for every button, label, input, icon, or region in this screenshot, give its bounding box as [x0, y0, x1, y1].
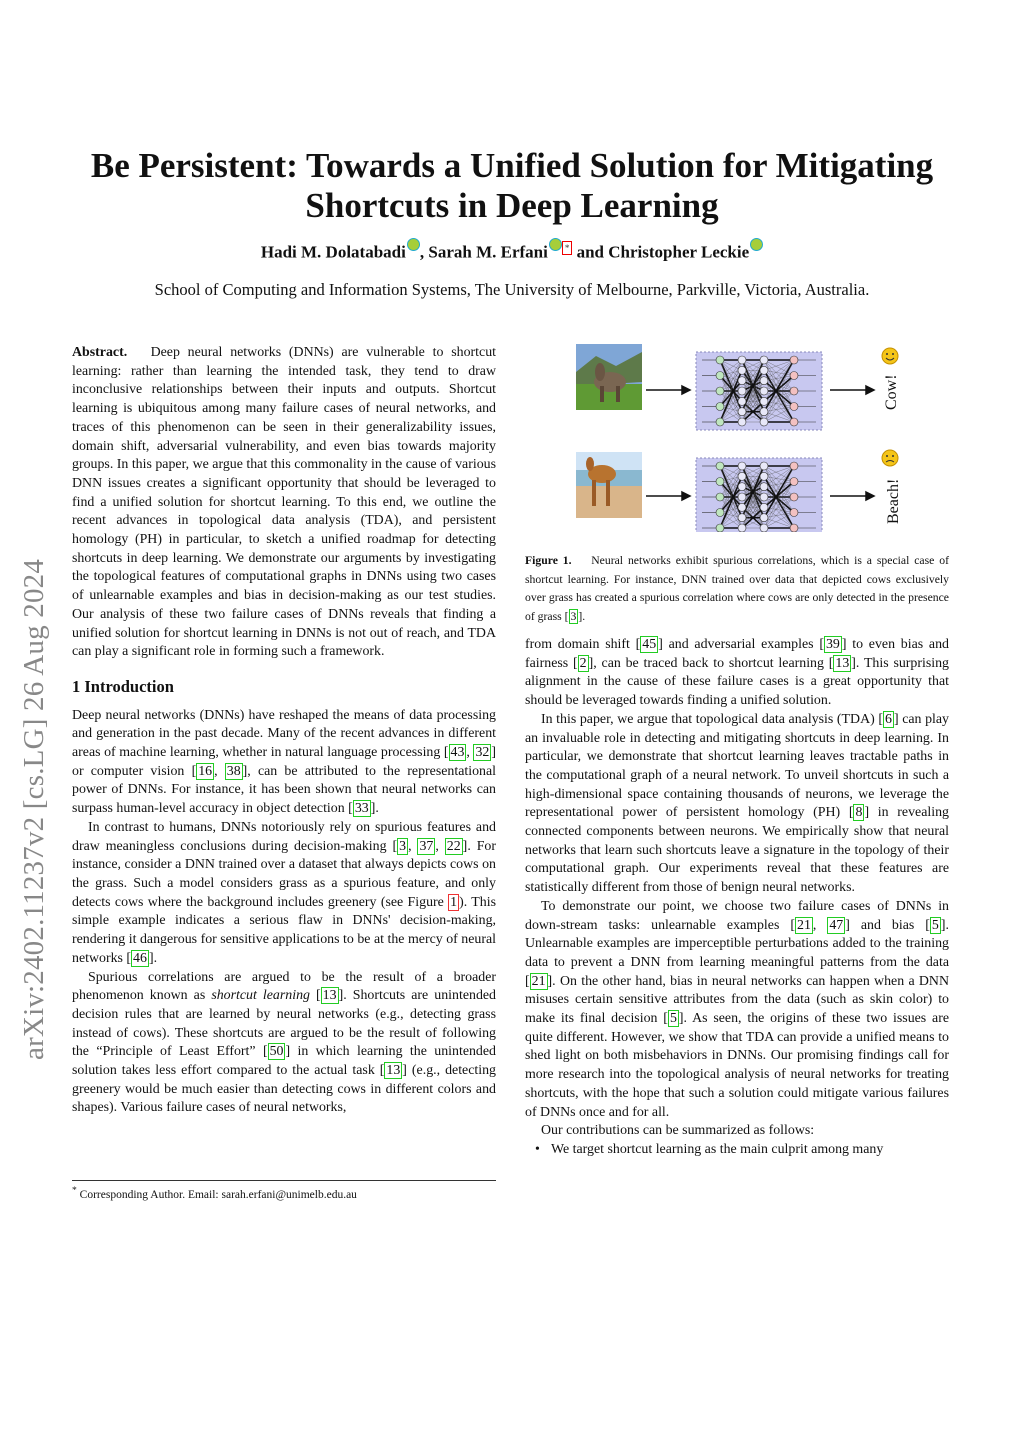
- figure-link[interactable]: 1: [450, 894, 458, 910]
- neural-network-diagram: [696, 352, 822, 430]
- contribution-list: [525, 1141, 949, 1160]
- abstract-text: Deep neural networks (DNNs) are vulnerable to shortcut learning: rather than learning the intended task, they tend to draw inconclusive relationships between their inputs and outputs. Shortcut learning is ubiquitous among many failure cases of neural networks, and traces of this phenomenon can be seen in their generalizability issues, domain shift, adversarial vulnerability, and even bias towards majority groups. In this paper, we argue that this commonality in the cause of various DNN issues creates a significant opportunity that should be leveraged to find a unified solution for shortcut learning. To this end, we outline the recent advances in topological data analysis (TDA), and persistent homology (PH) in particular, to sketch a unified roadmap for detecting shortcuts in deep learning. We demonstrate our arguments by investigating the topological features of computational graphs in DNNs using two cases of unlearnable examples and bias in decision-making as our test studies. Our analysis of these two failure cases of DNNs reveals that finding a unified solution for shortcut learning in DNNs is not out of reach, and TDA can play a significant role in forming such a framework.: [72, 345, 496, 660]
- body-paragraph: Our contributions can be summarized as follows:: [541, 1123, 815, 1139]
- footnote-mark: *: [72, 1185, 77, 1196]
- sad-face-icon: [882, 450, 898, 466]
- right-column: [525, 636, 949, 1160]
- orcid-icon[interactable]: [750, 238, 763, 251]
- body-paragraph: To demonstrate our point, we choose two failure cases of DNNs in down-stream tasks: unlearnable examples [ 21 , 47 ] and bias [ 5 ]. Unlearnable examples are imperceptible perturbations added to the training data to prevent a DNN from learning meaningful patterns from the data [ 21 ]. On the other hand, bias in neural networks can happen when a DNN misuses certain sensitive attributes from the data (such as skin color) to make its final decision [ 5 ]. As seen, the origins of these two issues are quite different. However, we show that TDA can provide a unified means to shed light on both misbehaviors in DNNs. Our promising findings call for more research into the topological analysis of neural networks for treating shortcuts, with the hope that such a solution could mitigate various failures of DNNs once and for all.: [525, 898, 949, 1120]
- figure-1-diagram: [576, 342, 916, 532]
- abstract: [72, 344, 496, 662]
- citation-link[interactable]: 47: [829, 917, 844, 933]
- citation-link[interactable]: 6: [884, 711, 892, 727]
- citation-link[interactable]: 3: [399, 838, 407, 854]
- prediction-label-cow: Cow!: [883, 374, 900, 410]
- citation-link[interactable]: 16: [198, 763, 213, 779]
- citation-link[interactable]: 38: [226, 763, 241, 779]
- citation-link[interactable]: 45: [642, 637, 657, 652]
- author-list: [60, 238, 964, 263]
- left-column: [72, 344, 496, 1118]
- citation-link[interactable]: 13: [835, 655, 850, 671]
- arxiv-identifier: arXiv:2402.11237v2 [cs.LG] 26 Aug 2024: [18, 558, 50, 1060]
- abstract-label: Abstract.: [72, 345, 128, 360]
- list-item: • We target shortcut learning as the main culprit among many: [525, 1141, 949, 1160]
- corresponding-author-link[interactable]: *: [562, 241, 573, 255]
- citation-link[interactable]: 13: [322, 988, 337, 1004]
- section-heading-introduction: 1 Introduction: [72, 676, 174, 696]
- citation-link[interactable]: 21: [531, 973, 546, 989]
- citation-link[interactable]: 37: [419, 838, 434, 854]
- citation-link[interactable]: 43: [450, 745, 465, 761]
- intro-paragraph: In contrast to humans, DNNs notoriously rely on spurious features and draw meaningless conclusions during decision-making [ 3 , 37 , 22 ]. For instance, consider a DNN trained over a dataset that always depicts cows on the grass. Such a model considers grass as a spurious feature, and only detects cows where the background includes greenery (see Figure 1 ). This simple example indicates a serious flaw in DNNs' decision-making, rendering it dangerous for sensitive applications to be at the mercy of neural networks [ 46 ].: [72, 819, 497, 966]
- citation-link[interactable]: 22: [446, 838, 461, 854]
- author-name: Sarah M. Erfani: [428, 242, 548, 262]
- orcid-icon[interactable]: [549, 238, 562, 251]
- intro-paragraph: Spurious correlations are argued to be the result of a broader phenomenon known as shortcut learning [ 13 ]. Shortcuts are unintended decision rules that are learned by neural networks (e.g., detecting grass instead of cows). These shortcuts are argued to be the result of following the “Principle of Least Effort” [ 50 ] in which learning the unintended solution takes less effort compared to the actual task [ 13 ] (e.g., detecting greenery would be much easier than detecting cows in different colors and shapes). Various failure cases of neural networks,: [72, 969, 496, 1116]
- citation-link[interactable]: 8: [855, 805, 863, 821]
- citation-link[interactable]: 5: [669, 1011, 677, 1027]
- author-separator: ,: [419, 242, 429, 262]
- happy-face-icon: [882, 348, 898, 364]
- neural-network-diagram: [696, 458, 822, 532]
- citation-link[interactable]: 32: [475, 745, 490, 761]
- citation-link[interactable]: 46: [133, 950, 147, 966]
- orcid-icon[interactable]: [407, 238, 420, 251]
- citation-link[interactable]: 3: [570, 609, 577, 623]
- citation-link[interactable]: 21: [797, 917, 811, 933]
- footnote-text: Corresponding Author. Email: sarah.erfani@unimelb.edu.au: [76, 1188, 357, 1201]
- cow-on-beach-photo: [576, 452, 642, 518]
- citation-link[interactable]: 2: [579, 655, 587, 671]
- cow-on-grass-photo: [576, 344, 642, 410]
- prediction-label-beach: Beach!: [885, 478, 902, 524]
- affiliation: School of Computing and Information Systems, The University of Melbourne, Parkville, Victoria, Australia.: [154, 280, 870, 299]
- author-name: Hadi M. Dolatabadi: [260, 242, 406, 262]
- paper-title: Be Persistent: Towards a Unified Solution for Mitigating Shortcuts in Deep Learning: [90, 146, 934, 225]
- body-paragraph: from domain shift [ 45 ] and adversarial examples [ 39 ] to even bias and fairness [ 2 ], can be traced back to shortcut learning [ 13 ]. This surprising alignment in the cause of these failure cases is a great opportunity that should be leveraged towards finding a unified solution.: [525, 637, 950, 709]
- footnote: [72, 1180, 496, 1201]
- author-name: Christopher Leckie: [608, 242, 750, 262]
- citation-link[interactable]: 13: [386, 1063, 401, 1079]
- citation-link[interactable]: 5: [931, 917, 939, 933]
- figure-caption: Figure 1. Neural networks exhibit spurious correlations, which is a special case of shortcut learning. For instance, DNN trained over data that depicted cows exclusively over grass has created a spurious correlation where cows are only detected in the presence of grass [ 3 ].: [525, 554, 949, 623]
- citation-link[interactable]: 50: [269, 1044, 284, 1060]
- citation-link[interactable]: 39: [825, 637, 840, 652]
- figure-caption-label: Figure 1.: [525, 554, 572, 567]
- body-paragraph: In this paper, we argue that topological data analysis (TDA) [ 6 ] can play an invaluable role in detecting and mitigating shortcuts in deep learning. In particular, we demonstrate that shortcut learning leaves tractable paths in the computational graph of a neural network. To unveil shortcuts in such a high-dimensional space containing thousands of neurons, we leverage the representational power of persistent homology (PH) [ 8 ] in revealing connected components between neurons. We empirically show that neural networks that learn such shortcuts leave a signature in the topology of their computational graph. Our experiments reveal that these features are statistically different from those of benign neural networks.: [525, 711, 949, 896]
- citation-link[interactable]: 33: [354, 801, 369, 817]
- intro-paragraph: Deep neural networks (DNNs) have reshaped the means of data processing and generation in the past decade. Many of the recent advances in different areas of machine learning, whether in natural language processing [ 43 , 32 ] or computer vision [ 16 , 38 ], can be attributed to the representational power of DNNs. For instance, it has been shown that neural networks can surpass human-level accuracy in object detection [ 33 ].: [72, 707, 497, 817]
- emphasis-term: shortcut learning: [211, 988, 310, 1004]
- author-separator: and: [572, 242, 609, 262]
